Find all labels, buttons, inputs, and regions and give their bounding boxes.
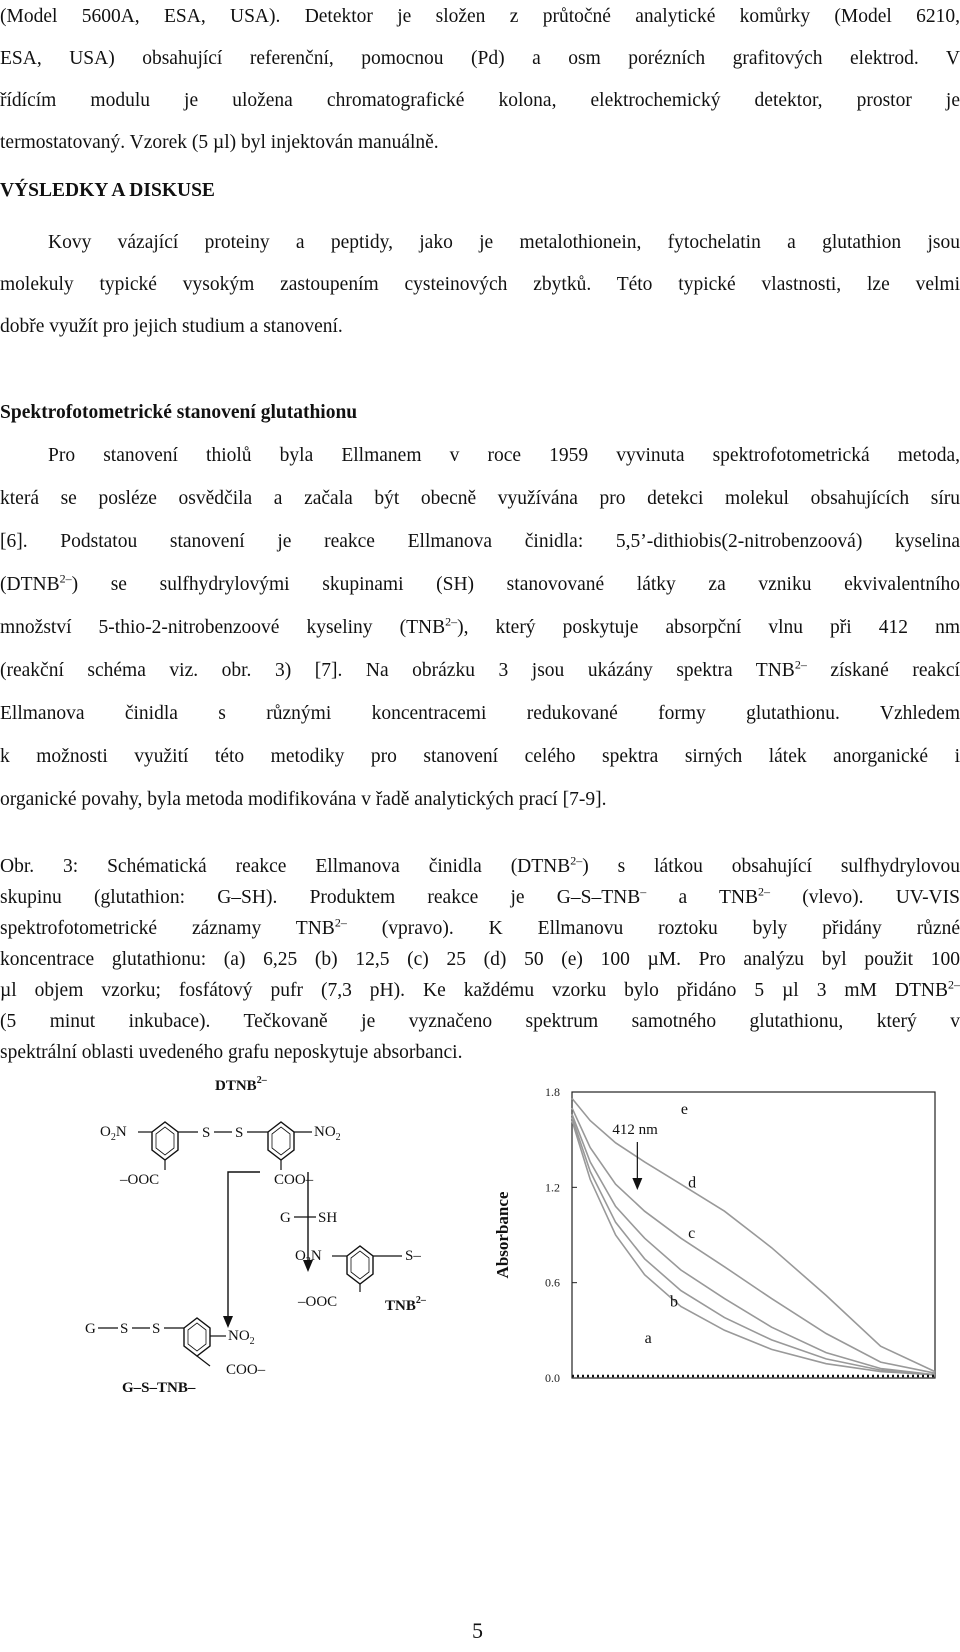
- figure-caption-line: skupinu (glutathion: G–SH). Produktem reakce je G–S–TNB– a $TNB^{2-}$ (vlevo). UV-VIS: [0, 884, 960, 908]
- sulfur-atom: S: [235, 1125, 244, 1141]
- body-text-line: dobře využít pro jejich studium a stanovení.: [0, 316, 343, 337]
- y-tick-label: 1.8: [545, 1085, 560, 1099]
- sulfur-atom: S: [202, 1125, 211, 1141]
- body-text-line: (reakční schéma viz. obr. 3) [7]. Na obrázku 3 jsou ukázány spektra $TNB^{2-}$ získané reakcí: [0, 657, 960, 681]
- glutathion-g: G: [280, 1210, 291, 1226]
- body-text-line: ESA, USA) obsahující referenční, pomocnou (Pd) a osm porézních grafitových elektrod. V: [0, 48, 960, 69]
- series-label-a: a: [644, 1330, 652, 1348]
- body-text-line: která se posléze osvědčila a začala být obecně využívána pro detekci molekul obsahujících síru: [0, 488, 960, 509]
- carboxylate-group: COO–: [226, 1362, 266, 1378]
- page-number: 5: [472, 1618, 483, 1643]
- o2n-group: $O_2N$: [100, 1124, 127, 1143]
- spectrum-line-d: [572, 1108, 935, 1373]
- spectrum-line-b: [572, 1117, 935, 1374]
- series-label-d: d: [688, 1174, 697, 1192]
- figure-caption-line: koncentrace glutathionu: (a) 6,25 (b) 12,5 (c) 25 (d) 50 (e) 100 µM. Pro analýzu byl použit 100: [0, 949, 960, 970]
- annotation-arrowhead: [632, 1178, 642, 1190]
- figure-caption-line: spektrofotometrické záznamy $TNB^{2-}$ (vpravo). K Ellmanovu roztoku byly přidány různé: [0, 915, 960, 939]
- body-text-line: termostatovaný. Vzorek (5 µl) byl injektován manuálně.: [0, 132, 439, 153]
- sulfur-atom: S: [120, 1321, 129, 1337]
- figure-caption-line: Obr. 3: Schématická reakce Ellmanova činidla $(DTNB^{2-})$ s látkou obsahující sulfhydrylovou: [0, 853, 960, 877]
- body-text-line: Ellmanova činidla s různými koncentracemi redukované formy glutathionu. Vzhledem: [0, 703, 960, 724]
- wavelength-annotation: 412 nm: [612, 1122, 658, 1138]
- dtnb-label: $DTNB^{2-}$: [215, 1075, 267, 1094]
- absorbance-chart: [480, 1070, 950, 1410]
- no2-group: $NO_2$: [228, 1328, 255, 1347]
- body-text-line: Kovy vázající proteiny a peptidy, jako je metalothionein, fytochelatin a glutathion jsou: [48, 232, 960, 253]
- body-text-line: molekuly typické vysokým zastoupením cysteinových zbytků. Této typické vlastnosti, lze velmi: [0, 274, 960, 295]
- body-text-line: (Model 5600A, ESA, USA). Detektor je složen z průtočné analytické komůrky (Model 6210,: [0, 6, 960, 27]
- gstnb-label: G–S–TNB–: [122, 1380, 196, 1396]
- no2-group: $NO_2$: [314, 1124, 341, 1143]
- body-text-line: Pro stanovení thiolů byla Ellmanem v roce 1959 vyvinuta spektrofotometrická metoda,: [48, 445, 960, 466]
- thiolate-group: S–: [405, 1248, 421, 1264]
- body-text-line: organické povahy, byla metoda modifikována v řadě analytických prací [7-9].: [0, 789, 607, 810]
- glutathion-g: G: [85, 1321, 96, 1337]
- spectrum-line-a: [572, 1121, 935, 1375]
- carboxylate-group: COO–: [274, 1172, 314, 1188]
- figure-caption-line: spektrální oblasti uvedeného grafu neposkytuje absorbanci.: [0, 1042, 463, 1063]
- o2n-group: $O_2N$: [295, 1248, 322, 1267]
- body-text-line: množství 5-thio-2-nitrobenzoové kyseliny $(TNB^{2-})$, který poskytuje absorpční vlnu při 412 nm: [0, 614, 960, 638]
- body-text-line: řídícím modulu je uložena chromatografické kolona, elektrochemický detektor, prostor je: [0, 90, 960, 111]
- sulfur-atom: S: [152, 1321, 161, 1337]
- y-tick-label: 0.6: [545, 1275, 560, 1290]
- series-label-b: b: [670, 1293, 679, 1311]
- subsection-heading: Spektrofotometrické stanovení glutathionu: [0, 402, 358, 423]
- body-text-line: k možnosti využití této metodiky pro stanovení celého spektra sirných látek anorganické i: [0, 746, 960, 767]
- series-label-e: e: [680, 1101, 689, 1119]
- series-label-c: c: [688, 1225, 696, 1243]
- y-tick-label: 0.0: [545, 1371, 560, 1385]
- reaction-arrow: [228, 1172, 260, 1322]
- tnb-label: $TNB^{2-}$: [385, 1295, 426, 1314]
- figure-caption-line: µl objem vzorku; fosfátový pufr (7,3 pH). Ke každému vzorku bylo přidáno 5 µl 3 mM $DTNB^{2-}$: [0, 977, 960, 1001]
- y-tick-label: 1.2: [545, 1180, 560, 1195]
- figure-caption-line: (5 minut inkubace). Tečkovaně je vyznačeno spektrum samotného glutathionu, který v: [0, 1011, 960, 1032]
- spectrum-line-c: [572, 1114, 935, 1375]
- carboxylate-group: –OOC: [298, 1294, 338, 1310]
- body-text-line: $(DTNB^{2-})$ se sulfhydrylovými skupinami (SH) stanovované látky za vzniku ekvivalentního: [0, 571, 960, 595]
- section-heading: VÝSLEDKY A DISKUSE: [0, 180, 215, 201]
- body-text-line: [6]. Podstatou stanovení je reakce Ellmanova činidla: 5,5’-dithiobis(2-nitrobenzoová) kyselina: [0, 531, 960, 552]
- carboxylate-group: –OOC: [120, 1172, 160, 1188]
- y-axis-label: Absorbance: [493, 1191, 512, 1279]
- reaction-scheme: [80, 1070, 480, 1410]
- thiol-group: SH: [318, 1210, 338, 1226]
